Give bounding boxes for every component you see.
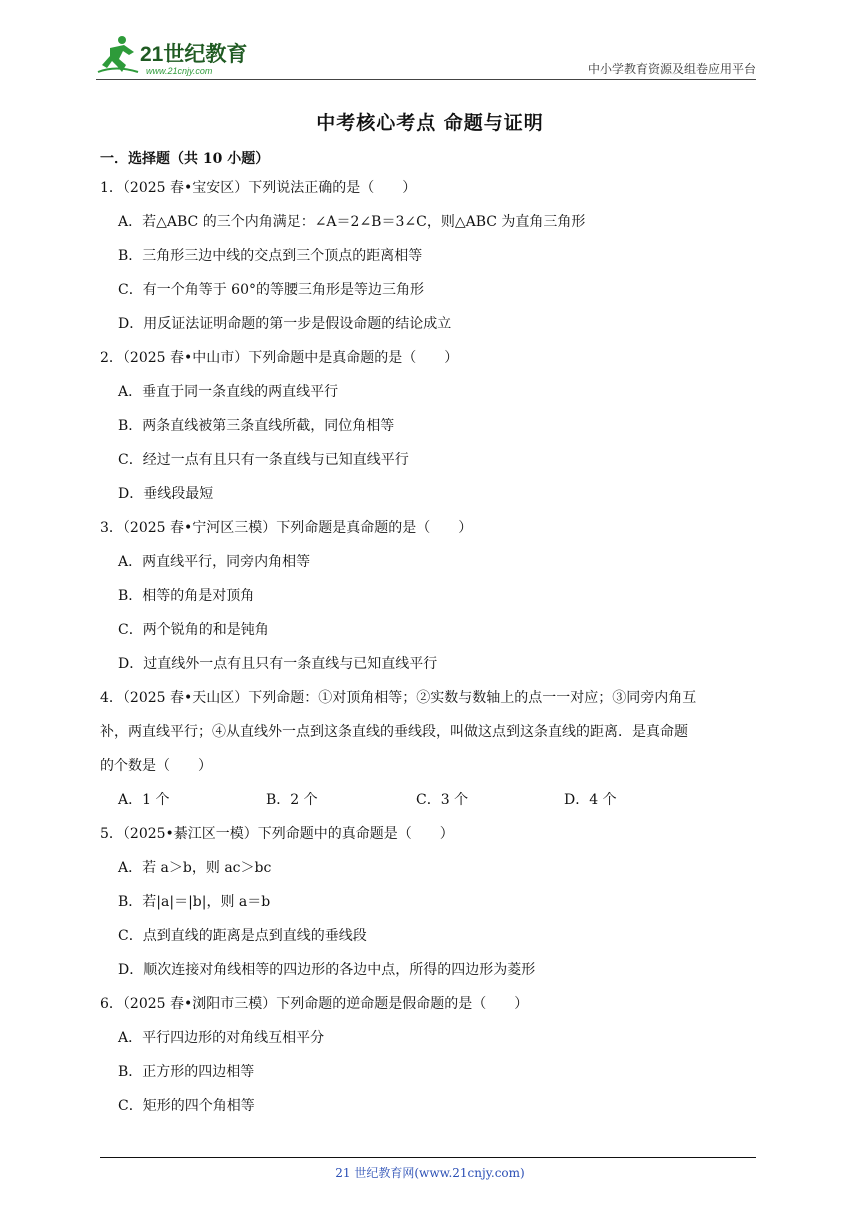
option-b: B．正方形的四边相等 [118, 1064, 255, 1080]
option-a: A．平行四边形的对角线互相平分 [118, 1030, 325, 1046]
option-c: C．点到直线的距离是点到直线的垂线段 [118, 928, 367, 944]
question-list [100, 148, 760, 1128]
option-c: C．两个锐角的和是钝角 [118, 622, 269, 638]
platform-name: 中小学教育资源及组卷应用平台 [587, 62, 756, 76]
question-stem: 1．（2025 春•宝安区）下列说法正确的是（ ） [100, 180, 417, 196]
question-3 [100, 516, 760, 686]
option-c: C．3 个 [416, 792, 469, 808]
option-d: D．过直线外一点有且只有一条直线与已知直线平行 [118, 656, 438, 672]
question-stem-continued: 补，两直线平行；④从直线外一点到这条直线的垂线段，叫做这点到这条直线的距离．是真命题 [100, 724, 688, 740]
question-stem: 3．（2025 春•宁河区三模）下列命题是真命题的是（ ） [100, 520, 473, 536]
question-4 [100, 686, 760, 822]
option-b: B．2 个 [266, 792, 318, 808]
question-stem: 6．（2025 春•浏阳市三模）下列命题的逆命题是假命题的是（ ） [100, 996, 529, 1012]
option-b: B．三角形三边中线的交点到三个顶点的距离相等 [118, 248, 423, 264]
logo [96, 32, 266, 80]
option-b: B．若|a|＝|b|，则 a＝b [118, 894, 271, 910]
option-b: B．相等的角是对顶角 [118, 588, 255, 604]
option-a: A．1 个 [118, 792, 170, 808]
question-stem: 2．（2025 春•中山市）下列命题中是真命题的是（ ） [100, 350, 459, 366]
question-5 [100, 822, 760, 992]
option-d: D．4 个 [564, 792, 617, 808]
option-a: A．两直线平行，同旁内角相等 [118, 554, 311, 570]
question-stem: 5．（2025•綦江区一模）下列命题中的真命题是（ ） [100, 826, 454, 842]
footer-divider [100, 1157, 756, 1158]
question-stem-continued: 的个数是（ ） [100, 758, 212, 774]
option-a: A．垂直于同一条直线的两直线平行 [118, 384, 339, 400]
question-2 [100, 346, 760, 516]
option-c: C．有一个角等于 60°的等腰三角形是等边三角形 [118, 282, 424, 298]
option-b: B．两条直线被第三条直线所截，同位角相等 [118, 418, 395, 434]
option-d: D．用反证法证明命题的第一步是假设命题的结论成立 [118, 316, 452, 332]
options-row [100, 788, 760, 822]
logo-url: www.21cnjy.com [146, 66, 213, 76]
option-a: A．若 a＞b，则 ac＞bc [118, 860, 272, 876]
header-divider [96, 79, 756, 80]
question-1 [100, 176, 760, 346]
question-stem: 4．（2025 春•天山区）下列命题：①对顶角相等；②实数与数轴上的点一一对应；③同旁内角互 [100, 690, 697, 706]
option-d: D．顺次连接对角线相等的四边形的各边中点，所得的四边形为菱形 [118, 962, 536, 978]
question-6 [100, 992, 760, 1128]
option-c: C．经过一点有且只有一条直线与已知直线平行 [118, 452, 409, 468]
section-heading: 一．选择题（共 10 小题） [100, 151, 270, 167]
option-a: A．若△ABC 的三个内角满足：∠A＝2∠B＝3∠C，则△ABC 为直角三角形 [118, 214, 586, 230]
footer-text: 21 世纪教育网(www.21cnjy.com) [335, 1166, 525, 1180]
running-figure-icon [98, 36, 138, 72]
option-c: C．矩形的四个角相等 [118, 1098, 255, 1114]
logo-text: 21世纪教育 [140, 43, 248, 66]
page-header [96, 32, 756, 82]
option-d: D．垂线段最短 [118, 486, 214, 502]
page-title: 中考核心考点 命题与证明 [316, 112, 544, 134]
